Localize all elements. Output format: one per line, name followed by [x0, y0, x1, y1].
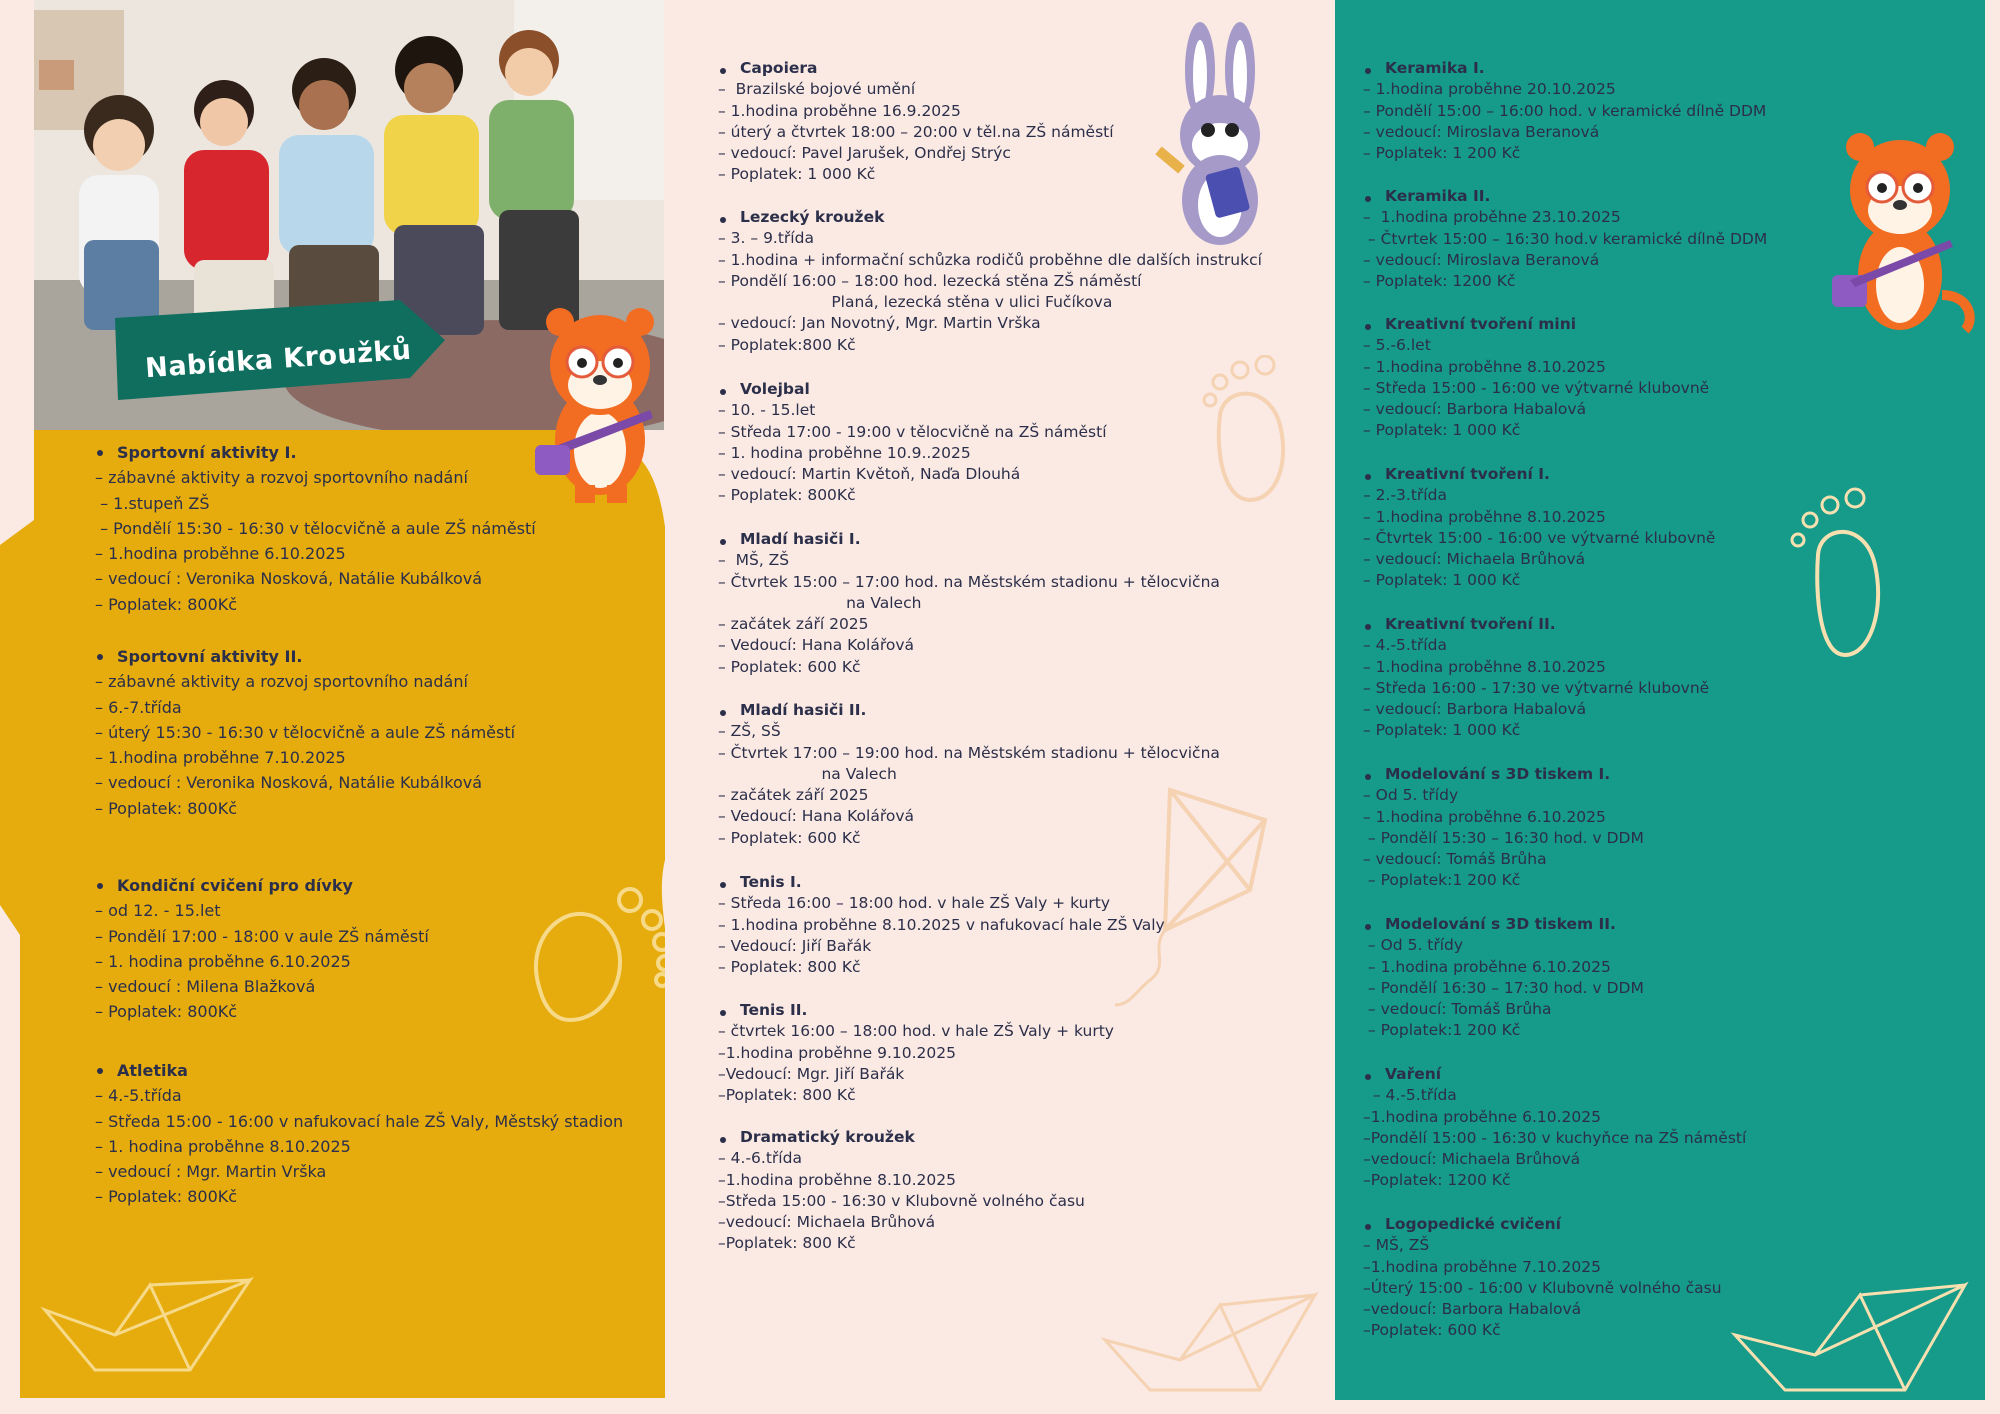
course-detail-line: – Pondělí 15:30 - 16:30 v tělocvičně a aule ZŠ náměstí: [95, 518, 536, 538]
course-detail-line: –Vedoucí: Mgr. Jiří Bařák: [718, 1064, 905, 1083]
course-detail-line: – Pondělí 15:00 – 16:00 hod. v keramické dílně DDM: [1363, 101, 1767, 120]
course-title: Tenis I.: [718, 872, 1165, 893]
course-block: [1363, 464, 1715, 592]
course-detail-line: – vedoucí: Barbora Habalová: [1363, 700, 1587, 719]
course-detail-line: – Vedoucí: Hana Kolářová: [718, 636, 915, 655]
course-detail-line: – Středa 15:00 - 16:00 v nafukovací hale ZŠ Valy, Městský stadion: [95, 1111, 624, 1131]
course-block: [718, 379, 1107, 507]
course-block: [95, 644, 515, 821]
course-detail-line: – 1.hodina proběhne 20.10.2025: [1363, 80, 1616, 99]
course-detail-line: –Poplatek: 800 Kč: [718, 1234, 856, 1253]
course-detail-line: – Poplatek: 1 000 Kč: [1363, 421, 1521, 440]
course-detail-line: –1.hodina proběhne 7.10.2025: [1363, 1257, 1601, 1276]
course-detail-line: –vedoucí: Michaela Brůhová: [1363, 1150, 1581, 1169]
course-detail-line: –Poplatek: 600 Kč: [1363, 1321, 1501, 1340]
course-detail-line: – MŠ, ZŠ: [1363, 1236, 1430, 1255]
course-title: Volejbal: [718, 379, 1107, 400]
course-detail-line: – Poplatek: 1 000 Kč: [1363, 721, 1521, 740]
course-block: [95, 1058, 623, 1210]
course-detail-line: – 1.hodina proběhne 8.10.2025: [1363, 657, 1606, 676]
course-block: [718, 207, 1262, 356]
course-title: Logopedické cvičení: [1363, 1214, 1722, 1235]
course-detail-line: – Poplatek: 800Kč: [95, 594, 238, 614]
course-detail-line: na Valech: [718, 764, 897, 783]
course-detail-line: – 4.-5.třída: [1363, 636, 1447, 655]
course-detail-line: – úterý 15:30 - 16:30 v tělocvičně a aule ZŠ náměstí: [95, 722, 516, 742]
course-title: Modelování s 3D tiskem I.: [1363, 764, 1644, 785]
course-detail-line: – 1.hodina proběhne 8.10.2025 v nafukovací hale ZŠ Valy: [718, 915, 1165, 934]
course-detail-line: – ZŠ, SŠ: [718, 722, 781, 741]
course-title: Kondiční cvičení pro dívky: [95, 873, 429, 898]
course-detail-line: – vedoucí: Martin Květoň, Naďa Dlouhá: [718, 465, 1021, 484]
course-block: [1363, 58, 1766, 164]
course-detail-line: – začátek září 2025: [718, 786, 869, 805]
course-block: [718, 1000, 1114, 1106]
course-detail-line: – 1.hodina proběhne 16.9.2025: [718, 101, 961, 120]
course-block: [1363, 1214, 1722, 1342]
course-title: Keramika I.: [1363, 58, 1766, 79]
course-title: Mladí hasiči I.: [718, 529, 1220, 550]
course-detail-line: – vedoucí: Jan Novotný, Mgr. Martin Vrška: [718, 314, 1041, 333]
course-block: [1363, 614, 1709, 742]
course-detail-line: Planá, lezecká stěna v ulici Fučíkova: [718, 293, 1113, 312]
course-detail-line: – Čtvrtek 17:00 – 19:00 hod. na Městském stadionu + tělocvična: [718, 743, 1220, 762]
course-title: Keramika II.: [1363, 186, 1767, 207]
course-detail-line: na Valech: [718, 593, 922, 612]
course-detail-line: – 1.hodina proběhne 6.10.2025: [95, 544, 346, 564]
course-detail-line: –1.hodina proběhne 6.10.2025: [1363, 1107, 1601, 1126]
course-title: Kreativní tvoření II.: [1363, 614, 1709, 635]
course-detail-line: – Pondělí 16:00 – 18:00 hod. lezecká stěna ZŠ náměstí: [718, 271, 1142, 290]
course-detail-line: – od 12. - 15.let: [95, 901, 221, 921]
course-detail-line: – 10. - 15.let: [718, 401, 816, 420]
course-detail-line: – Poplatek:800 Kč: [718, 335, 856, 354]
course-detail-line: – Poplatek:1 200 Kč: [1363, 871, 1521, 890]
course-detail-line: – 3. – 9.třída: [718, 229, 814, 248]
course-detail-line: – Poplatek: 600 Kč: [718, 828, 861, 847]
course-title: Tenis II.: [718, 1000, 1114, 1021]
course-detail-line: – Poplatek:1 200 Kč: [1363, 1021, 1521, 1040]
course-detail-line: –Úterý 15:00 - 16:00 v Klubovně volného času: [1363, 1278, 1722, 1297]
course-block: [718, 872, 1165, 978]
course-block: [1363, 314, 1709, 442]
course-detail-line: –1.hodina proběhne 9.10.2025: [718, 1043, 956, 1062]
course-detail-line: – Poplatek: 800Kč: [95, 1187, 238, 1207]
course-title: Sportovní aktivity II.: [95, 644, 515, 669]
course-detail-line: – Poplatek: 800 Kč: [718, 958, 861, 977]
course-detail-line: – 1. hodina proběhne 6.10.2025: [95, 951, 351, 971]
course-detail-line: – 1.hodina proběhne 8.10.2025: [1363, 507, 1606, 526]
course-detail-line: – Čtvrtek 15:00 – 16:30 hod.v keramické dílně DDM: [1363, 229, 1768, 248]
course-detail-line: – Poplatek: 800Kč: [718, 486, 856, 505]
course-detail-line: – MŠ, ZŠ: [718, 551, 790, 570]
course-detail-line: –1.hodina proběhne 8.10.2025: [718, 1170, 956, 1189]
course-detail-line: –Středa 15:00 - 16:30 v Klubovně volného času: [718, 1191, 1085, 1210]
course-detail-line: – 1.stupeň ZŠ: [95, 493, 210, 513]
paper-boat-icon: [1100, 1280, 1320, 1400]
course-detail-line: – Čtvrtek 15:00 – 17:00 hod. na Městském stadionu + tělocvična: [718, 572, 1220, 591]
course-detail-line: – Poplatek: 1200 Kč: [1363, 272, 1516, 291]
course-detail-line: – začátek září 2025: [718, 615, 869, 634]
course-title: Capoiera: [718, 58, 1114, 79]
course-detail-line: – zábavné aktivity a rozvoj sportovního nadání: [95, 468, 468, 488]
course-title: Lezecký kroužek: [718, 207, 1262, 228]
course-detail-line: – vedoucí: Pavel Jarušek, Ondřej Strýc: [718, 144, 1011, 163]
course-detail-line: – 5.-6.let: [1363, 336, 1431, 355]
course-detail-line: – 4.-6.třída: [718, 1149, 802, 1168]
course-block: [1363, 764, 1644, 892]
course-detail-line: – 1.hodina proběhne 6.10.2025: [1363, 807, 1606, 826]
course-detail-line: – vedoucí: Tomáš Brůha: [1363, 1000, 1552, 1019]
course-detail-line: – 1.hodina proběhne 6.10.2025: [1363, 957, 1611, 976]
paper-boat-icon: [40, 1270, 260, 1380]
course-detail-line: – Poplatek: 1 000 Kč: [718, 165, 876, 184]
course-detail-line: – Středa 16:00 – 18:00 hod. v hale ZŠ Valy + kurty: [718, 894, 1111, 913]
course-detail-line: – vedoucí : Veronika Nosková, Natálie Kubálková: [95, 569, 483, 589]
course-block: [718, 58, 1114, 186]
course-detail-line: – úterý a čtvrtek 18:00 – 20:00 v těl.na ZŠ náměstí: [718, 122, 1114, 141]
course-detail-line: – 1.hodina proběhne 8.10.2025: [1363, 357, 1606, 376]
course-block: [95, 440, 536, 617]
course-detail-line: –Poplatek: 800 Kč: [718, 1086, 856, 1105]
course-detail-line: – Poplatek: 1 200 Kč: [1363, 144, 1521, 163]
course-detail-line: – Pondělí 15:30 – 16:30 hod. v DDM: [1363, 828, 1644, 847]
course-detail-line: – vedoucí : Milena Blažková: [95, 977, 316, 997]
course-detail-line: – Pondělí 16:30 – 17:30 hod. v DDM: [1363, 978, 1644, 997]
course-detail-line: – Poplatek: 800Kč: [95, 1002, 238, 1022]
course-detail-line: – Od 5. třídy: [1363, 936, 1464, 955]
course-block: [1363, 186, 1767, 292]
course-detail-line: – vedoucí : Mgr. Martin Vrška: [95, 1162, 327, 1182]
course-detail-line: – Brazilské bojové umění: [718, 80, 916, 99]
course-detail-line: – Od 5. třídy: [1363, 786, 1459, 805]
footprint-icon: [1185, 355, 1305, 505]
course-title: Vaření: [1363, 1064, 1746, 1085]
course-title: Kreativní tvoření mini: [1363, 314, 1709, 335]
course-title: Atletika: [95, 1058, 623, 1083]
course-detail-line: – vedoucí: Michaela Brůhová: [1363, 550, 1586, 569]
course-detail-line: – 1.hodina proběhne 7.10.2025: [95, 748, 346, 768]
course-detail-line: – vedoucí: Miroslava Beranová: [1363, 122, 1600, 141]
course-detail-line: – 4.-5.třída: [95, 1086, 182, 1106]
course-detail-line: – vedoucí: Barbora Habalová: [1363, 400, 1587, 419]
page-title: Nabídka Kroužků: [144, 334, 413, 385]
course-title: Modelování s 3D tiskem II.: [1363, 914, 1644, 935]
course-block: [95, 873, 429, 1025]
course-title: Mladí hasiči II.: [718, 700, 1220, 721]
course-detail-line: – Středa 17:00 - 19:00 v tělocvičně na ZŠ náměstí: [718, 422, 1107, 441]
course-detail-line: –vedoucí: Michaela Brůhová: [718, 1213, 936, 1232]
course-detail-line: – 2.-3.třída: [1363, 486, 1447, 505]
tiger-mascot-icon: [525, 300, 675, 505]
course-detail-line: – Středa 15:00 - 16:00 ve výtvarné klubovně: [1363, 378, 1710, 397]
course-detail-line: – Poplatek: 800Kč: [95, 798, 238, 818]
course-detail-line: – 1. hodina proběhne 8.10.2025: [95, 1136, 351, 1156]
course-detail-line: – vedoucí : Veronika Nosková, Natálie Kubálková: [95, 773, 483, 793]
course-detail-line: – vedoucí: Miroslava Beranová: [1363, 250, 1600, 269]
course-detail-line: – 6.-7.třída: [95, 697, 182, 717]
course-block: [718, 700, 1220, 849]
course-block: [1363, 914, 1644, 1042]
course-detail-line: – 1.hodina + informační schůzka rodičů proběhne dle dalších instrukcí: [718, 250, 1262, 269]
course-title: Sportovní aktivity I.: [95, 440, 536, 465]
course-block: [718, 529, 1220, 678]
course-detail-line: – 4.-5.třída: [1363, 1086, 1457, 1105]
course-detail-line: – Poplatek: 1 000 Kč: [1363, 571, 1521, 590]
course-detail-line: – Pondělí 17:00 - 18:00 v aule ZŠ náměstí: [95, 926, 429, 946]
course-block: [1363, 1064, 1746, 1192]
course-detail-line: – Středa 16:00 - 17:30 ve výtvarné klubovně: [1363, 678, 1710, 697]
course-detail-line: – 1. hodina proběhne 10.9..2025: [718, 443, 971, 462]
course-detail-line: – Vedoucí: Jiří Bařák: [718, 936, 872, 955]
course-detail-line: –Pondělí 15:00 - 16:30 v kuchyňce na ZŠ náměstí: [1363, 1128, 1747, 1147]
course-detail-line: – zábavné aktivity a rozvoj sportovního nadání: [95, 672, 468, 692]
footprint-icon: [510, 870, 685, 1045]
course-detail-line: – čtvrtek 16:00 – 18:00 hod. v hale ZŠ Valy + kurty: [718, 1022, 1114, 1041]
course-detail-line: –vedoucí: Barbora Habalová: [1363, 1300, 1582, 1319]
footprint-icon: [1780, 485, 1905, 665]
paper-boat-icon: [1730, 1270, 1970, 1400]
course-detail-line: – 1.hodina proběhne 23.10.2025: [1363, 208, 1621, 227]
course-detail-line: – Čtvrtek 15:00 - 16:00 ve výtvarné klubovně: [1363, 528, 1716, 547]
course-detail-line: – vedoucí: Tomáš Brůha: [1363, 850, 1547, 869]
tiger-mascot-icon: [1830, 125, 1980, 340]
course-detail-line: –Poplatek: 1200 Kč: [1363, 1171, 1511, 1190]
course-title: Kreativní tvoření I.: [1363, 464, 1715, 485]
course-block: [718, 1127, 1085, 1255]
course-title: Dramatický kroužek: [718, 1127, 1085, 1148]
course-detail-line: – Vedoucí: Hana Kolářová: [718, 807, 915, 826]
course-detail-line: – Poplatek: 600 Kč: [718, 657, 861, 676]
